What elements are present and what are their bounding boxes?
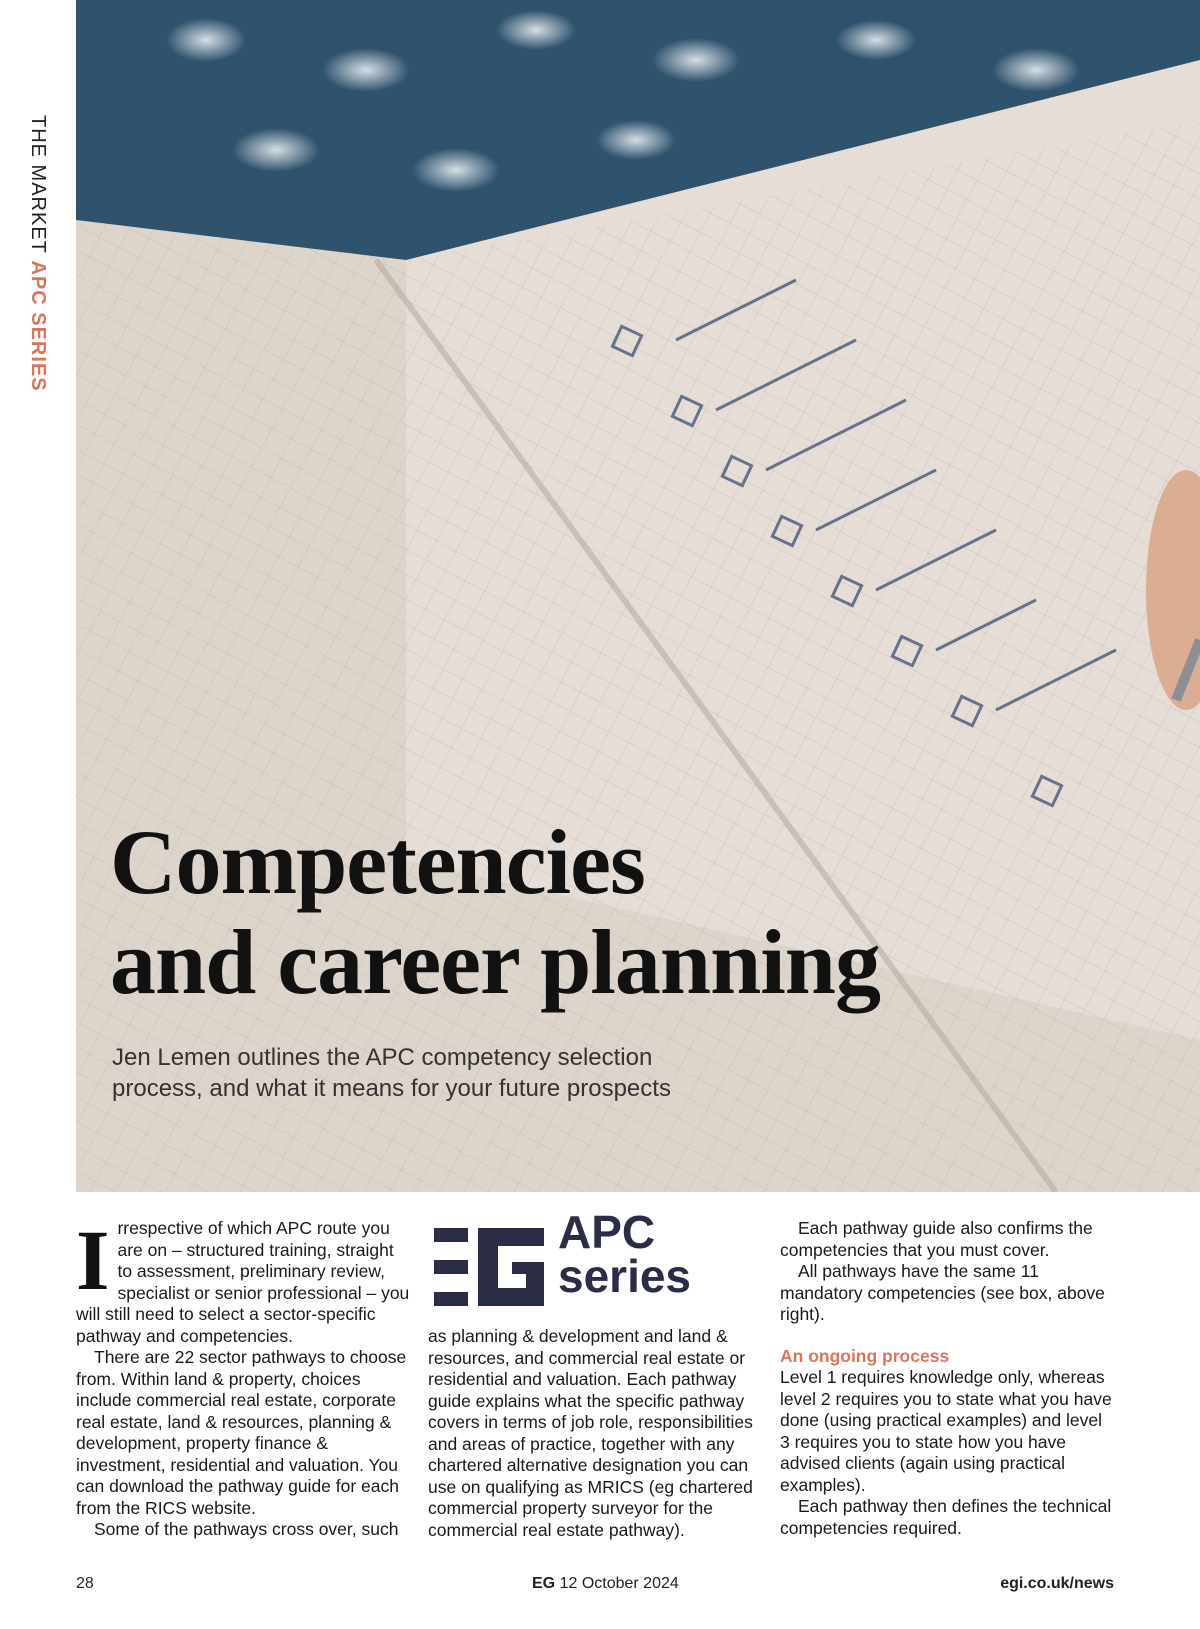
paragraph: Some of the pathways cross over, such [94, 1519, 399, 1539]
section-label [26, 115, 49, 392]
section-label-market: THE MARKET [27, 115, 49, 254]
drop-cap: I [76, 1212, 110, 1308]
notebook-photo [76, 0, 1200, 1192]
paragraph: Each pathway then defines the technical competencies required. [780, 1496, 1112, 1538]
issue-info [532, 1575, 679, 1593]
section-label-series: APC SERIES [27, 260, 49, 392]
hero-image [76, 0, 1200, 1192]
logo-line-1: APC [558, 1206, 656, 1258]
headline-line-1: Competencies [110, 811, 645, 913]
body-column-1 [76, 1212, 412, 1541]
paragraph: All pathways have the same 11 mandatory competencies (see box, above right). [780, 1261, 1105, 1324]
article-standfirst: Jen Lemen outlines the APC competency selection process, and what it means for your future prospects [112, 1044, 671, 1102]
paragraph: Level 1 requires knowledge only, whereas level 2 requires you to state what you have done (using practical examples) and level 3 requires you to state how you have advised clients (again using practical examples). [780, 1367, 1112, 1495]
body-column-3 [780, 1218, 1116, 1539]
logo-line-2: series [558, 1250, 692, 1302]
apc-series-wordmark [558, 1206, 692, 1302]
page-number: 28 [76, 1575, 94, 1592]
website-link[interactable]: egi.co.uk/news [1000, 1575, 1114, 1592]
subheading: An ongoing process [780, 1345, 950, 1366]
paragraph: Each pathway guide also confirms the competencies that you must cover. [780, 1218, 1093, 1260]
publication-name: EG [532, 1575, 556, 1592]
paragraph: as planning & development and land & resources, and commercial real estate or residential and valuation. Each pathway guide explains what the specific pathway covers in terms of job role, responsibilities and areas of practice, together with any chartered alternative designation you can use on qualifying as MRICS (eg chartered commercial property surveyor for the commercial real estate pathway). [428, 1326, 753, 1540]
paragraph [76, 1212, 412, 1347]
paragraph-text: rrespective of which APC route you are on – structured training, straight to assessment, preliminary review, specialist or senior professional – you will still need to select a sector-specific pathway and competencies. [76, 1218, 410, 1346]
headline-line-2: and career planning [110, 911, 880, 1013]
issue-date: 12 October 2024 [559, 1575, 679, 1592]
body-column-2 [428, 1326, 764, 1541]
paragraph: There are 22 sector pathways to choose from. Within land & property, choices include commercial real estate, corporate real estate, land & resources, planning & development, property finance & investment, residential and valuation. You can download the pathway guide for each from the RICS website. [76, 1347, 407, 1518]
article-headline [110, 812, 1010, 1012]
